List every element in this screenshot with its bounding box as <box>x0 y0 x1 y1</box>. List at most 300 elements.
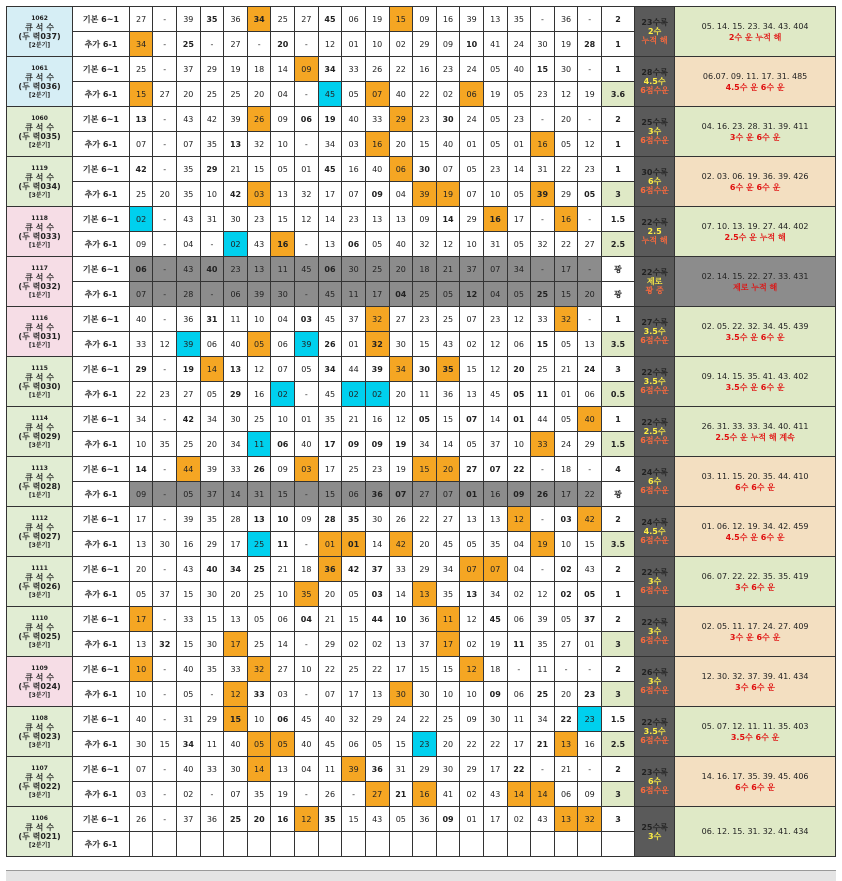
number-cell: 05 <box>342 82 366 107</box>
number-cell: 06 <box>460 82 484 107</box>
number-cell: 29 <box>200 707 224 732</box>
number-cell: 25 <box>177 32 201 57</box>
number-cell: 05 <box>507 82 531 107</box>
draw-label-line: 큐 석 수 <box>25 422 54 432</box>
number-cell: 05 <box>460 532 484 557</box>
number-cell: 17 <box>389 657 413 682</box>
number-cell: 06 <box>507 682 531 707</box>
number-cell: 11 <box>507 632 531 657</box>
number-cell: 37 <box>365 557 389 582</box>
table-row <box>7 157 836 182</box>
result-line: 6수 <box>647 477 662 486</box>
number-cell: 16 <box>271 232 295 257</box>
number-cell: 17 <box>342 682 366 707</box>
horizontal-scrollbar[interactable] <box>6 870 836 881</box>
result-line: 2수 <box>647 27 662 36</box>
number-cell: - <box>153 232 177 257</box>
row-type: 추가 6-1 <box>73 32 130 57</box>
draw-label-line: 1110 <box>31 614 48 622</box>
number-cell: 17 <box>554 482 578 507</box>
row-type: 기본 6~1 <box>73 207 130 232</box>
number-cell: 26 <box>389 507 413 532</box>
number-cell <box>247 832 271 857</box>
number-cell: 35 <box>177 157 201 182</box>
draw-label-line: 1061 <box>31 64 48 72</box>
winning-note: 3.5수 운 6수 운 <box>725 332 785 342</box>
number-cell: 10 <box>460 232 484 257</box>
number-cell: 40 <box>224 732 248 757</box>
number-cell: 33 <box>365 107 389 132</box>
draw-label-line: 큐 석 수 <box>25 272 54 282</box>
number-cell: 37 <box>177 807 201 832</box>
number-cell: 06 <box>271 707 295 732</box>
number-cell: 30 <box>436 107 460 132</box>
draw-label-line: (두 력033) <box>18 231 61 241</box>
number-cell: 35 <box>153 432 177 457</box>
hit-count: 2 <box>601 757 634 782</box>
number-cell: 16 <box>413 57 437 82</box>
number-cell: 13 <box>554 732 578 757</box>
winning-note: 6수 6수 운 <box>735 782 776 792</box>
draw-label-line: 큐 석 수 <box>25 222 54 232</box>
number-cell: 26 <box>247 457 271 482</box>
number-cell: 45 <box>318 82 342 107</box>
hit-count: 3.5 <box>601 332 634 357</box>
number-cell: 32 <box>365 332 389 357</box>
number-cell: 16 <box>365 132 389 157</box>
draw-label-line: 1109 <box>31 664 48 672</box>
number-cell: 05 <box>365 732 389 757</box>
number-cell: 04 <box>295 757 319 782</box>
number-cell: 13 <box>247 257 271 282</box>
result-line: 22수록 <box>641 218 668 227</box>
number-cell: 23 <box>507 107 531 132</box>
number-cell: 15 <box>271 482 295 507</box>
number-cell: 22 <box>413 82 437 107</box>
number-cell: 10 <box>129 682 153 707</box>
number-cell: 43 <box>177 207 201 232</box>
winning-note: 4.5수 운 6수 운 <box>725 82 785 92</box>
number-cell: 07 <box>460 182 484 207</box>
number-cell: 01 <box>554 382 578 407</box>
number-cell: 29 <box>200 157 224 182</box>
number-cell: 35 <box>318 807 342 832</box>
draw-label-line: 1107 <box>31 764 48 772</box>
row-type: 추가 6-1 <box>73 532 130 557</box>
draw-label-line: [2분기] <box>28 41 51 49</box>
number-cell: 30 <box>483 707 507 732</box>
number-cell <box>224 832 248 857</box>
number-cell: 09 <box>413 7 437 32</box>
number-cell: 43 <box>578 557 602 582</box>
draw-label-line: (두 력029) <box>18 431 61 441</box>
number-cell: 43 <box>177 557 201 582</box>
number-cell: 19 <box>224 57 248 82</box>
number-cell: 06 <box>342 732 366 757</box>
winning-note: 4.5수 운 6수 운 <box>725 532 785 542</box>
draw-label-line: 1060 <box>31 114 48 122</box>
number-cell: 43 <box>436 332 460 357</box>
number-cell: 07 <box>436 157 460 182</box>
number-cell <box>271 832 295 857</box>
number-cell: 15 <box>531 332 555 357</box>
number-cell: 01 <box>507 407 531 432</box>
number-cell: 15 <box>413 457 437 482</box>
number-cell: - <box>153 7 177 32</box>
row-type: 기본 6~1 <box>73 107 130 132</box>
number-cell: 02 <box>129 207 153 232</box>
number-cell: 09 <box>413 207 437 232</box>
number-cell: 20 <box>200 432 224 457</box>
draw-label-line: 큐 석 수 <box>25 322 54 332</box>
draw-label-line: [3분기] <box>28 741 51 749</box>
number-cell: 35 <box>436 582 460 607</box>
number-cell: 13 <box>389 207 413 232</box>
number-cell: 37 <box>177 57 201 82</box>
number-cell: 30 <box>200 582 224 607</box>
number-cell: - <box>295 132 319 157</box>
number-cell: 07 <box>483 557 507 582</box>
number-cell: 22 <box>507 457 531 482</box>
number-cell: 30 <box>365 507 389 532</box>
number-cell: 37 <box>483 432 507 457</box>
number-cell: 30 <box>413 682 437 707</box>
number-cell: 02 <box>342 632 366 657</box>
number-cell: 06 <box>295 107 319 132</box>
number-cell: 34 <box>389 357 413 382</box>
number-cell: 04 <box>295 607 319 632</box>
hit-count: 1.5 <box>601 207 634 232</box>
draw-label-line: 큐 석 수 <box>25 822 54 832</box>
number-cell: 36 <box>413 807 437 832</box>
winning-numbers: 02. 05. 22. 32. 34. 45. 439 <box>701 321 809 331</box>
number-cell: 27 <box>413 482 437 507</box>
draw-label <box>7 207 73 257</box>
number-cell: 24 <box>578 357 602 382</box>
number-cell: 29 <box>200 57 224 82</box>
row-type: 추가 6-1 <box>73 82 130 107</box>
hit-count: 2 <box>601 557 634 582</box>
result-badge <box>635 557 675 607</box>
number-cell: 05 <box>507 182 531 207</box>
number-cell: 04 <box>389 182 413 207</box>
number-cell: 23 <box>413 732 437 757</box>
number-cell: 13 <box>271 182 295 207</box>
hit-count: 2.5 <box>601 732 634 757</box>
number-cell: 36 <box>224 7 248 32</box>
table-row <box>7 807 836 832</box>
number-cell: 07 <box>271 357 295 382</box>
number-cell: 34 <box>318 357 342 382</box>
number-cell: - <box>295 282 319 307</box>
number-cell: 43 <box>177 257 201 282</box>
number-cell: 01 <box>342 532 366 557</box>
winning-numbers: 02. 03. 06. 19. 36. 39. 426 <box>701 171 809 181</box>
number-cell: - <box>200 282 224 307</box>
number-cell: 14 <box>224 482 248 507</box>
number-cell: 13 <box>224 132 248 157</box>
winning-note: 2수 운 누적 해 <box>728 32 782 42</box>
number-cell: 36 <box>554 7 578 32</box>
number-cell: 39 <box>247 282 271 307</box>
number-cell: 22 <box>554 157 578 182</box>
number-cell: 11 <box>271 532 295 557</box>
number-cell: 15 <box>153 732 177 757</box>
number-cell: 25 <box>224 82 248 107</box>
number-cell: 34 <box>224 557 248 582</box>
row-type: 추가 6-1 <box>73 832 130 857</box>
number-cell: 20 <box>436 732 460 757</box>
number-cell: 04 <box>507 557 531 582</box>
number-cell: - <box>578 657 602 682</box>
number-cell: 26 <box>318 782 342 807</box>
table-row <box>7 357 836 382</box>
number-cell: - <box>153 807 177 832</box>
number-cell: 09 <box>295 507 319 532</box>
number-cell: - <box>153 257 177 282</box>
number-cell: 13 <box>413 582 437 607</box>
number-cell: 12 <box>318 32 342 57</box>
number-cell <box>436 832 460 857</box>
number-cell: 18 <box>483 657 507 682</box>
table-row <box>7 407 836 432</box>
draw-label-line: [2분기] <box>28 91 51 99</box>
number-cell: - <box>295 632 319 657</box>
number-cell: 29 <box>389 107 413 132</box>
hit-count: 2 <box>601 7 634 32</box>
number-cell: - <box>295 682 319 707</box>
number-cell: 05 <box>460 157 484 182</box>
number-cell: 25 <box>129 57 153 82</box>
number-cell: 29 <box>318 632 342 657</box>
number-cell: 37 <box>153 582 177 607</box>
number-cell: 32 <box>531 232 555 257</box>
draw-label-line: (두 력021) <box>18 831 61 841</box>
number-cell: 13 <box>129 632 153 657</box>
draw-label <box>7 257 73 307</box>
number-cell: 35 <box>200 657 224 682</box>
number-cell: - <box>153 282 177 307</box>
number-cell: 24 <box>507 32 531 57</box>
number-cell: 32 <box>554 307 578 332</box>
result-badge <box>635 757 675 807</box>
number-cell: 19 <box>531 532 555 557</box>
number-cell: 13 <box>460 582 484 607</box>
number-cell: 45 <box>483 607 507 632</box>
draw-label <box>7 707 73 757</box>
number-cell: 17 <box>318 182 342 207</box>
result-line: 23수록 <box>641 18 668 27</box>
number-cell: 20 <box>389 257 413 282</box>
number-cell: 43 <box>483 782 507 807</box>
number-cell: 03 <box>247 182 271 207</box>
number-cell: - <box>153 707 177 732</box>
result-line: 누적 해 <box>641 236 668 245</box>
number-cell: 34 <box>318 132 342 157</box>
result-line: 꽝 중 <box>645 286 664 295</box>
draw-label-line: 큐 석 수 <box>25 722 54 732</box>
number-cell: 10 <box>507 432 531 457</box>
number-cell: - <box>153 32 177 57</box>
number-cell: 01 <box>342 32 366 57</box>
winning-numbers: 09. 14. 15. 35. 41. 43. 402 <box>701 371 809 381</box>
result-badge <box>635 657 675 707</box>
number-cell <box>554 832 578 857</box>
number-cell: 05 <box>129 582 153 607</box>
number-cell: 37 <box>342 307 366 332</box>
result-line: 27수록 <box>641 318 668 327</box>
number-cell: 15 <box>342 807 366 832</box>
number-cell: 12 <box>153 332 177 357</box>
number-cell: 39 <box>177 7 201 32</box>
draw-label-line: 큐 석 수 <box>25 522 54 532</box>
number-cell: 44 <box>531 407 555 432</box>
number-cell: 11 <box>531 382 555 407</box>
number-cell: 20 <box>224 582 248 607</box>
hit-count: 꽝 <box>601 482 634 507</box>
number-cell: 29 <box>554 182 578 207</box>
number-cell: 05 <box>247 607 271 632</box>
number-cell: 05 <box>507 382 531 407</box>
number-cell: 29 <box>413 757 437 782</box>
number-cell: 16 <box>531 132 555 157</box>
winning-note: 3.5수 운 6수 운 <box>725 382 785 392</box>
hit-count: 1.5 <box>601 707 634 732</box>
number-cell: 20 <box>318 582 342 607</box>
number-cell: 15 <box>436 657 460 682</box>
number-cell: - <box>531 257 555 282</box>
winning-note: 3수 6수 운 <box>735 582 776 592</box>
number-cell: 09 <box>271 457 295 482</box>
number-cell: 40 <box>389 232 413 257</box>
number-cell: 27 <box>460 457 484 482</box>
number-cell: - <box>531 507 555 532</box>
result-badge <box>635 207 675 257</box>
result-badge <box>635 457 675 507</box>
number-cell: 32 <box>247 132 271 157</box>
draw-label-line: [3분기] <box>28 641 51 649</box>
row-type: 기본 6~1 <box>73 7 130 32</box>
winning-numbers: 01. 06. 12. 19. 34. 42. 459 <box>701 521 809 531</box>
number-cell: 14 <box>436 207 460 232</box>
number-cell: 20 <box>554 682 578 707</box>
number-cell: 06 <box>129 257 153 282</box>
table-row <box>7 557 836 582</box>
number-cell: 15 <box>342 607 366 632</box>
number-cell: 12 <box>436 232 460 257</box>
number-cell: 20 <box>177 82 201 107</box>
hit-count: 3 <box>601 807 634 832</box>
number-cell: 13 <box>224 607 248 632</box>
number-cell: 06 <box>578 382 602 407</box>
number-cell: - <box>531 107 555 132</box>
row-type: 기본 6~1 <box>73 807 130 832</box>
number-cell: 20 <box>413 532 437 557</box>
number-cell: 30 <box>389 682 413 707</box>
number-cell: 05 <box>578 182 602 207</box>
number-cell: 15 <box>413 657 437 682</box>
number-cell: 34 <box>200 407 224 432</box>
winning-numbers: 12. 30. 32. 37. 39. 41. 434 <box>701 671 809 681</box>
number-cell: 30 <box>554 57 578 82</box>
winning-numbers: 05. 07. 12. 11. 11. 35. 403 <box>701 721 809 731</box>
number-cell: 40 <box>318 707 342 732</box>
draw-label-line: 큐 석 수 <box>25 122 54 132</box>
number-cell: 27 <box>389 307 413 332</box>
number-cell: 07 <box>224 782 248 807</box>
number-cell: 05 <box>507 282 531 307</box>
number-cell: - <box>153 482 177 507</box>
number-cell: 29 <box>200 532 224 557</box>
number-cell: 25 <box>531 357 555 382</box>
number-cell: 06 <box>342 7 366 32</box>
number-cell <box>200 832 224 857</box>
number-cell: 06 <box>389 157 413 182</box>
number-cell: 05 <box>483 107 507 132</box>
number-cell: - <box>578 107 602 132</box>
number-cell: 09 <box>342 432 366 457</box>
number-cell: 27 <box>554 632 578 657</box>
winning-summary <box>675 707 836 757</box>
number-cell: 31 <box>177 707 201 732</box>
winning-summary <box>675 507 836 557</box>
number-cell: 10 <box>271 132 295 157</box>
number-cell: 06 <box>200 332 224 357</box>
number-cell: 43 <box>177 107 201 132</box>
draw-label-line: 큐 석 수 <box>25 572 54 582</box>
hit-count: 3.6 <box>601 82 634 107</box>
number-cell: 01 <box>295 407 319 432</box>
number-cell: 23 <box>578 707 602 732</box>
number-cell: 02 <box>460 332 484 357</box>
result-line: 3수 <box>647 127 662 136</box>
result-line: 3.5수 <box>643 327 666 336</box>
number-cell: 39 <box>531 607 555 632</box>
number-cell: 14 <box>247 757 271 782</box>
draw-label-line: [3분기] <box>28 541 51 549</box>
number-cell: 11 <box>318 757 342 782</box>
draw-label <box>7 7 73 57</box>
number-cell: - <box>153 107 177 132</box>
number-cell: - <box>578 457 602 482</box>
number-cell: 15 <box>413 132 437 157</box>
number-cell: 03 <box>554 507 578 532</box>
number-cell: 20 <box>578 282 602 307</box>
number-cell: 09 <box>365 432 389 457</box>
number-cell: 30 <box>129 732 153 757</box>
number-cell: 37 <box>200 482 224 507</box>
number-cell: 04 <box>507 532 531 557</box>
winning-note: 2.5수 운 누적 해 <box>724 232 786 242</box>
number-cell: 10 <box>389 607 413 632</box>
number-cell: 34 <box>483 582 507 607</box>
number-cell: 10 <box>365 32 389 57</box>
row-type: 기본 6~1 <box>73 757 130 782</box>
number-cell: 29 <box>460 207 484 232</box>
number-cell: 39 <box>531 182 555 207</box>
number-cell: - <box>531 457 555 482</box>
number-cell: 30 <box>224 207 248 232</box>
number-cell: 22 <box>507 757 531 782</box>
number-cell: 27 <box>436 507 460 532</box>
draw-label-line: (두 력030) <box>18 381 61 391</box>
number-cell: 40 <box>177 657 201 682</box>
number-cell: - <box>578 307 602 332</box>
number-cell <box>129 832 153 857</box>
number-cell <box>413 832 437 857</box>
draw-label-line: (두 력023) <box>18 731 61 741</box>
number-cell: 25 <box>342 657 366 682</box>
